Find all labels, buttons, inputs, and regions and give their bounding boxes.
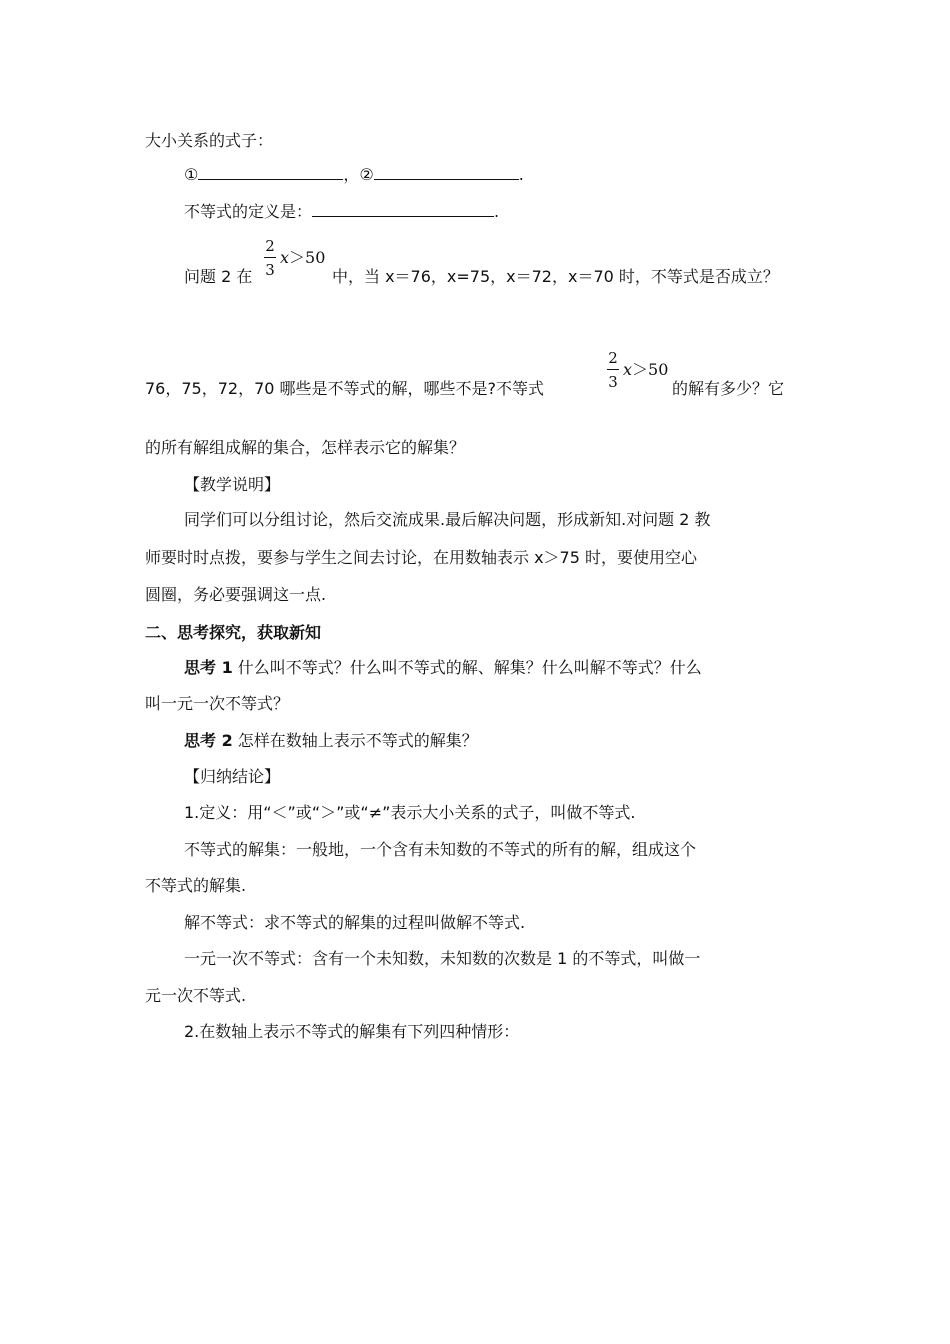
variable-x: x xyxy=(280,248,290,267)
text-line: 大小关系的式子： xyxy=(145,131,274,150)
section-heading: 二、思考探究，获取新知 xyxy=(145,623,322,642)
definition-prompt: 不等式的定义是： xyxy=(184,202,313,221)
question-2-prefix: 问题 2 在 xyxy=(184,267,253,286)
fraction-bar xyxy=(264,257,276,258)
period: . xyxy=(494,202,500,221)
section-label: 【归纳结论】 xyxy=(184,767,281,786)
text-line: 76，75，72，70 哪些是不等式的解，哪些不是?不等式 xyxy=(145,379,545,398)
text-line: 元一次不等式. xyxy=(145,986,247,1005)
fraction-bar xyxy=(607,369,619,370)
think-2-line xyxy=(184,730,478,752)
think-1-line xyxy=(184,657,702,679)
question-2-text: 中，当 x＝76，x=75，x＝72，x＝70 时，不等式是否成立？ xyxy=(332,267,779,286)
inequality-relation: ＞50 xyxy=(289,248,326,267)
text-line: 2.在数轴上表示不等式的解集有下列四种情形： xyxy=(184,1022,520,1041)
text-line: 1.定义：用“＜”或“＞”或“≠”表示大小关系的式子，叫做不等式. xyxy=(184,803,636,822)
circled-one: ① xyxy=(184,165,199,184)
think-2-label: 思考 2 xyxy=(184,731,233,750)
text-line: 师要时时点拨，要参与学生之间去讨论，在用数轴表示 x＞75 时，要使用空心 xyxy=(145,548,698,567)
text-line: 不等式的解集. xyxy=(145,876,247,895)
inequality-expression xyxy=(623,360,668,380)
text-line: 叫一元一次不等式？ xyxy=(145,694,290,713)
text-line: 不等式的解集：一般地，一个含有未知数的不等式的所有的解，组成这个 xyxy=(184,840,697,859)
answer-blank-2[interactable] xyxy=(374,163,519,180)
inequality-expression xyxy=(280,248,325,268)
text-line: 一元一次不等式：含有一个未知数，未知数的次数是 1 的不等式，叫做一 xyxy=(184,949,701,968)
definition-line xyxy=(184,200,499,223)
fraction-denominator: 3 xyxy=(265,261,275,279)
think-1-label: 思考 1 xyxy=(184,658,233,677)
fill-in-line-1 xyxy=(184,163,524,186)
text-line: 的所有解组成解的集合，怎样表示它的解集？ xyxy=(145,438,466,457)
circled-two: ，② xyxy=(343,165,374,184)
fraction-numerator: 2 xyxy=(608,349,618,367)
definition-blank[interactable] xyxy=(312,200,494,217)
period: . xyxy=(518,165,524,184)
answer-blank-1[interactable] xyxy=(198,163,343,180)
inequality-relation: ＞50 xyxy=(632,360,669,379)
text-line: 的解有多少？它 xyxy=(672,379,785,398)
fraction-denominator: 3 xyxy=(608,373,618,391)
text-line: 圆圈，务必要强调这一点. xyxy=(145,585,327,604)
section-label: 【教学说明】 xyxy=(184,475,281,494)
text-line: 同学们可以分组讨论，然后交流成果.最后解决问题，形成新知.对问题 2 教 xyxy=(184,510,711,529)
variable-x: x xyxy=(623,360,633,379)
fraction-numerator: 2 xyxy=(265,237,275,255)
text-line: 解不等式：求不等式的解集的过程叫做解不等式. xyxy=(184,913,526,932)
think-2-text: 怎样在数轴上表示不等式的解集？ xyxy=(232,731,478,750)
think-1-text: 什么叫不等式？什么叫不等式的解、解集？什么叫解不等式？什么 xyxy=(232,658,702,677)
